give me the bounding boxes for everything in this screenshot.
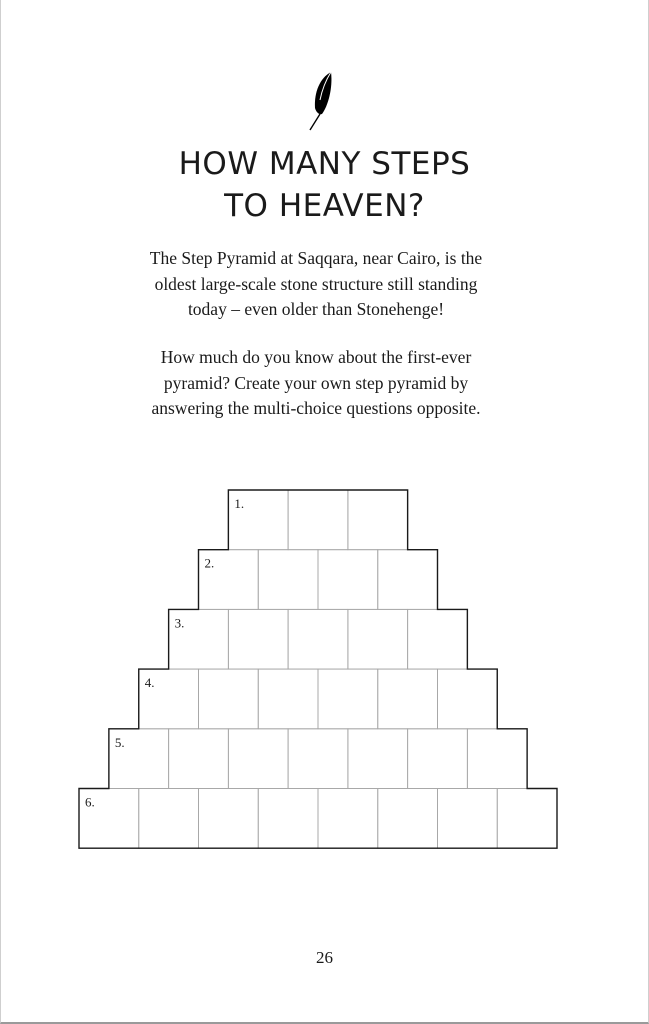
intro-line-1: The Step Pyramid at Saqqara, near Cairo, is the	[149, 248, 483, 268]
answer-box[interactable]	[139, 789, 199, 849]
pyramid-row-4	[139, 669, 498, 729]
answer-box[interactable]	[378, 669, 438, 729]
pyramid-row-5	[109, 729, 527, 789]
title-line-2: TO HEAVEN?	[224, 188, 425, 224]
step-number-label: 5.	[114, 734, 125, 750]
answer-box[interactable]	[288, 729, 348, 789]
answer-box[interactable]	[408, 729, 468, 789]
answer-box[interactable]	[199, 789, 259, 849]
pyramid-row-2	[199, 550, 438, 610]
answer-box[interactable]	[228, 729, 288, 789]
step-number-label: 2.	[204, 555, 215, 571]
pyramid-row-3	[169, 609, 468, 669]
step-number-label: 3.	[174, 615, 185, 631]
answer-box[interactable]	[258, 669, 318, 729]
answer-box[interactable]	[348, 609, 408, 669]
answer-box[interactable]	[378, 789, 438, 849]
answer-box[interactable]	[438, 669, 498, 729]
intro-line-3: today – even older than Stonehenge!	[187, 299, 445, 319]
instructions-line-3: answering the multi-choice questions opposite.	[151, 398, 481, 418]
page-number: 26	[316, 948, 333, 967]
answer-box[interactable]	[348, 729, 408, 789]
answer-box[interactable]	[408, 609, 468, 669]
answer-box[interactable]	[199, 669, 259, 729]
answer-box[interactable]	[348, 490, 408, 550]
answer-box[interactable]	[228, 609, 288, 669]
answer-box[interactable]	[438, 789, 498, 849]
step-number-label: 4.	[144, 675, 155, 691]
answer-box[interactable]	[288, 490, 348, 550]
answer-box[interactable]	[378, 550, 438, 610]
title-line-1: HOW MANY STEPS	[178, 146, 471, 182]
answer-box[interactable]	[258, 789, 318, 849]
answer-box[interactable]	[497, 789, 557, 849]
instructions-line-2: pyramid? Create your own step pyramid by	[163, 372, 469, 393]
answer-box[interactable]	[318, 550, 378, 610]
answer-box[interactable]	[258, 550, 318, 610]
step-number-label: 1.	[234, 496, 245, 511]
answer-box[interactable]	[288, 609, 348, 669]
answer-box[interactable]	[169, 729, 229, 789]
answer-box[interactable]	[318, 669, 378, 729]
step-number-label: 6.	[85, 794, 95, 810]
answer-box[interactable]	[318, 789, 378, 849]
answer-box[interactable]	[467, 729, 527, 789]
intro-line-2: oldest large-scale stone structure still standing	[154, 273, 478, 294]
instructions-line-1: How much do you know about the first-ever	[160, 347, 472, 367]
pyramid-row-6	[79, 789, 557, 849]
pyramid-row-1	[228, 490, 407, 550]
